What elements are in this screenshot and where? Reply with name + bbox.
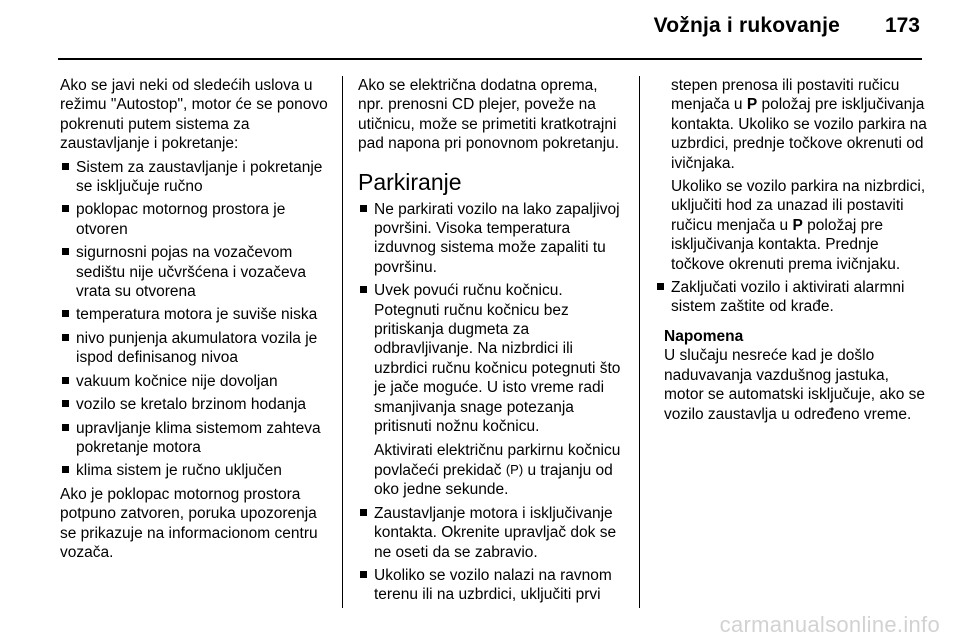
autostop-intro: Ako se javi neki od sledećih uslova u režimu "Autostop", motor će se ponovo pokrenuti putem sistema za zaustavljanje i pokretanje:	[60, 77, 328, 153]
column-separator-1	[342, 76, 343, 608]
page-header	[0, 0, 960, 62]
list-item: temperatura motora je suviše niska	[60, 305, 332, 324]
parking-list	[358, 200, 626, 605]
gear-p-label: P	[746, 96, 758, 114]
section-heading-parking: Parkiranje	[358, 168, 462, 195]
list-item: Ne parkirati vozilo na lako zapaljivoj površini. Visoka temperatura izduvnog sistema može zapaliti tu površinu.	[358, 200, 626, 278]
handbrake-text: Uvek povući ručnu kočnicu. Potegnuti ručnu kočnicu bez pritiskanja dugmeta za odbravljivanje. Na nizbrdici ili uzbrdici ručnu kočnicu potegnuti što je jače moguće. U isto vreme radi smanjivanja snage potezanja pritisnuti nožnu kočnicu.	[374, 282, 621, 436]
downhill-paragraph: Ukoliko se vozilo parkira na nizbrdici, uključiti hod za unazad ili postaviti ručicu menjača u P položaj pre isključivanja kontakta. Prednje točkove okrenuti prema ivičnjaku.	[671, 178, 926, 273]
list-item: sigurnosni pojas na vozačevom sedištu nije učvršćena i vozačeva vrata su otvorena	[60, 243, 332, 301]
note-body: U slučaju nesreće kad je došlo naduvavanja vazdušnog jastuka, motor se automatski isključuje, ako se vozilo zaustavlja u određeno vreme.	[664, 347, 926, 423]
chapter-title: Vožnja i rukovanje	[653, 14, 840, 37]
list-item	[358, 281, 626, 499]
page-number: 173	[884, 14, 920, 37]
list-item: Zaključati vozilo i aktivirati alarmni sistem zaštite od krađe.	[655, 278, 927, 317]
parking-brake-icon: (P)	[505, 461, 524, 477]
column-1	[60, 76, 332, 562]
list-item: nivo punjenja akumulatora vozila je ispod definisanog nivoa	[60, 329, 332, 368]
list-item: klima sistem je ručno uključen	[60, 461, 332, 480]
column-3	[655, 76, 927, 424]
watermark: carmanualsonline.info	[719, 612, 940, 637]
list-item: upravljanje klima sistemom zahteva pokretanje motora	[60, 419, 332, 458]
list-item: Zaustavljanje motora i isključivanje kontakta. Okrenite upravljač dok se ne oseti da se zabravio.	[358, 504, 626, 562]
list-item: poklopac motornog prostora je otvoren	[60, 200, 332, 239]
parking-list-continued	[655, 278, 927, 317]
list-item: vozilo se kretalo brzinom hodanja	[60, 395, 332, 414]
accessory-voltage-paragraph: Ako se električna dodatna oprema, npr. prenosni CD plejer, poveže na utičnicu, može se primetiti kratkotrajni pad napona pri ponovnom pokretanju.	[358, 77, 620, 153]
hood-warning-paragraph: Ako je poklopac motornog prostora potpuno zatvoren, poruka upozorenja se prikazuje na informacionom centru vozača.	[60, 485, 318, 561]
column-2	[358, 76, 626, 605]
restart-conditions-list	[60, 158, 332, 481]
note-title: Napomena	[664, 327, 744, 345]
electric-brake-paragraph: Aktivirati električnu parkirnu kočnicu povlačeći prekidač (P) u trajanju od oko jedne sekunde.	[374, 441, 621, 499]
gear-continuation-paragraph: stepen prenosa ili postaviti ručicu menjača u P položaj pre isključivanja kontakta. Ukoliko se vozilo parkira na uzbrdici, prednje točkove okrenuti od ivičnjaka.	[671, 77, 927, 172]
list-item: Ukoliko se vozilo nalazi na ravnom terenu ili na uzbrdici, uključiti prvi	[358, 566, 626, 605]
list-item: vakuum kočnice nije dovoljan	[60, 372, 332, 391]
gear-p-label: P	[792, 216, 803, 234]
header-rule	[58, 58, 922, 60]
column-separator-2	[639, 76, 640, 608]
list-item: Sistem za zaustavljanje i pokretanje se isključuje ručno	[60, 158, 332, 197]
